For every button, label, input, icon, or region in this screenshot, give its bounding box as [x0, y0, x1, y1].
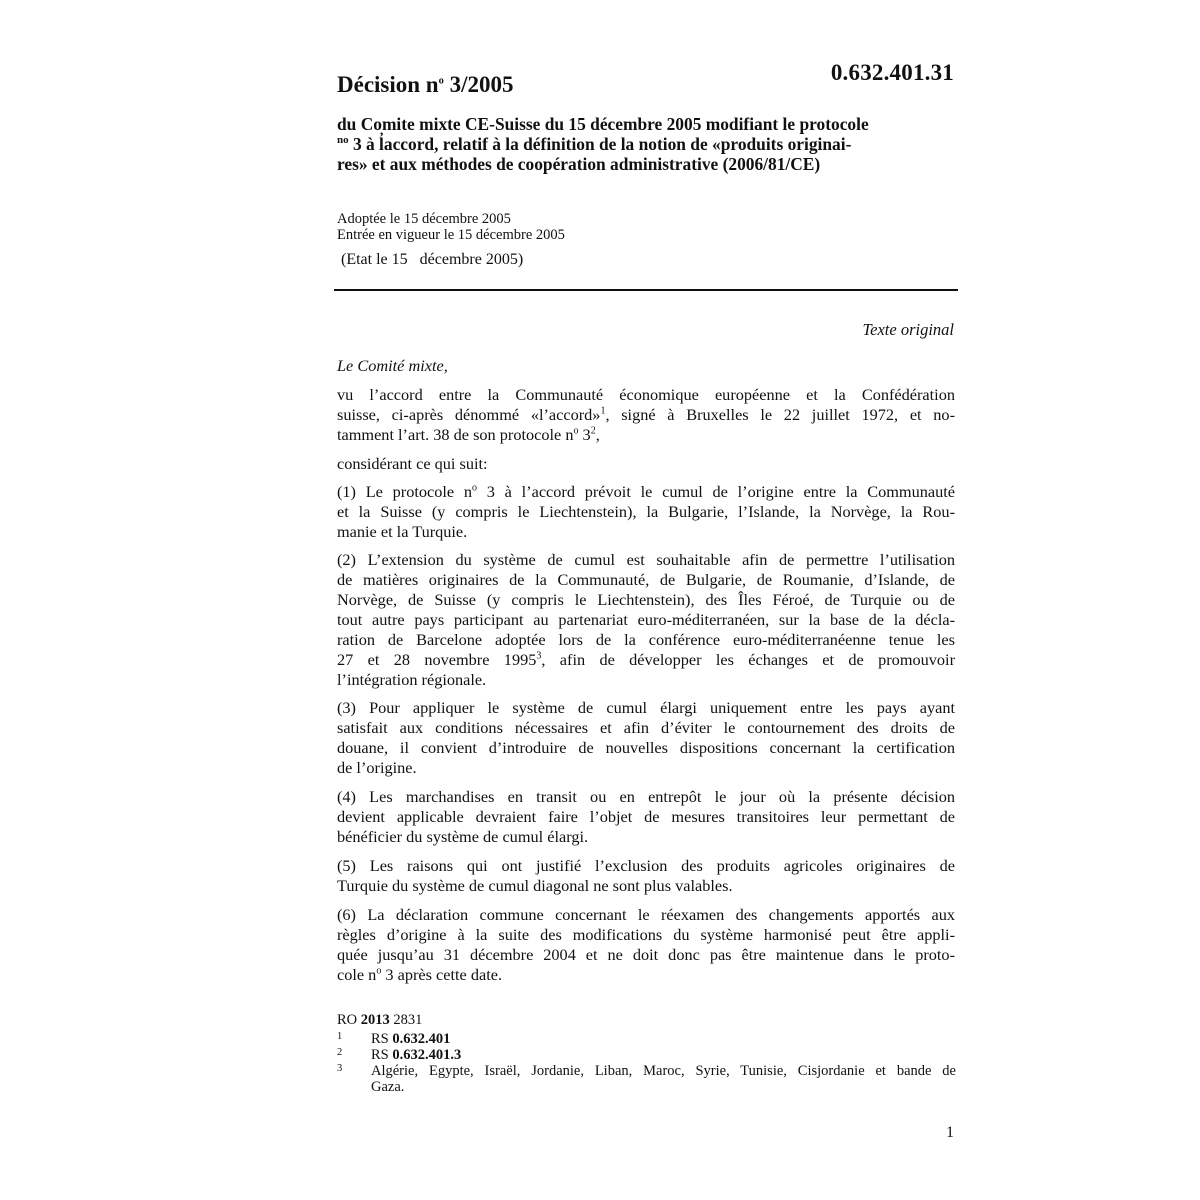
rs-number: 0.632.401.31: [830, 60, 954, 85]
texte-original-label: Texte original: [862, 320, 954, 339]
text-line: règles d’origine à la suite des modifications du système harmonisé peut être appli-: [337, 925, 955, 944]
adoption-dates: [337, 211, 565, 243]
text-line: Turquie du système de cumul diagonal ne sont plus valables.: [337, 876, 733, 895]
subtitle-line: $^{no}$ 3 à l̓accord, relatif à la définition de la notion de «produits originai-: [337, 134, 852, 154]
text-line: et la Suisse (y compris le Liechtenstein), la Bulgarie, l’Islande, la Norvège, la Rou-: [337, 502, 955, 521]
decision-title: Décision $n^o$ 3/2005: [337, 72, 514, 97]
text-line: quée jusqu’au 31 décembre 2004 et ne doit donc pas être maintenue dans le proto-: [337, 945, 955, 964]
text-line: (1) Le protocole $n^o$ 3 à l’accord prévoit le cumul de l’origine entre la Communauté: [337, 482, 955, 501]
paragraph-vu: [337, 385, 955, 445]
text-line: tamment l’art. 38 de son protocole $n^o$ $3^2$,: [337, 425, 600, 444]
footnote-mark: 3: [337, 1063, 343, 1074]
considerant-heading: considérant ce qui suit:: [337, 454, 488, 473]
paragraph-3: [337, 698, 955, 778]
status-date: (Etat le 15 décembre 2005): [341, 251, 524, 268]
paragraph-4: [337, 787, 955, 847]
page-number: 1: [946, 1124, 954, 1141]
ro-reference: RO 2013 2831: [337, 1012, 423, 1028]
footnote-ref[interactable]: 3: [536, 650, 542, 662]
text-line: douane, il convient d’introduire de nouvelles dispositions concernant la certification: [337, 738, 955, 757]
text-line: (5) Les raisons qui ont justifié l’exclusion des produits agricoles originaires de: [337, 856, 955, 875]
decision-subtitle: [337, 114, 957, 174]
text-line: 27 et 28 novembre 1995$^3$, afin de développer les échanges et de promouvoir: [337, 650, 955, 669]
footnote-ref[interactable]: 2: [590, 425, 596, 437]
text-line: (6) La déclaration commune concernant le réexamen des changements apportés aux: [337, 905, 955, 924]
paragraph-2: [337, 550, 955, 690]
committee-heading: Le Comité mixte,: [337, 356, 448, 375]
text-line: devient applicable devraient faire l’objet de mesures transitoires leur permettant de: [337, 807, 955, 826]
entry-into-force-date: Entrée en vigueur le 15 décembre 2005: [337, 227, 565, 243]
subtitle-line: res» et aux méthodes de coopération administrative (2006/81/CE): [337, 154, 821, 174]
text-line: bénéficier du système de cumul élargi.: [337, 827, 589, 846]
text-line: manie et la Turquie.: [337, 522, 468, 541]
text-line: vu l’accord entre la Communauté économique européenne et la Confédération: [337, 385, 955, 404]
footnote-ref[interactable]: 1: [600, 405, 606, 417]
footnote-2: RS 0.632.401.3: [371, 1047, 462, 1063]
footnote-mark: 1: [337, 1031, 343, 1042]
text-line: tout autre pays participant au partenariat euro-méditerranéen, sur la base de la décla-: [337, 610, 955, 629]
paragraph-1: [337, 482, 955, 542]
text-line: de matières originaires de la Communauté, de Bulgarie, de Roumanie, d’Islande, de: [337, 570, 955, 589]
text-line: suisse, ci-après dénommé «l’accord»$^1$, signé à Bruxelles le 22 juillet 1972, et no-: [337, 405, 955, 424]
text-line: cole $n^o$ 3 après cette date.: [337, 965, 503, 984]
adopted-date: Adoptée le 15 décembre 2005: [337, 211, 511, 227]
text-line: Norvège, de Suisse (y compris le Liechtenstein), des Îles Féroé, de Turquie ou de: [337, 590, 955, 609]
paragraph-6: [337, 905, 955, 985]
text-line: (4) Les marchandises en transit ou en entrepôt le jour où la présente décision: [337, 787, 955, 806]
text-line: de l’origine.: [337, 758, 417, 777]
subtitle-line: du Comite mixte CE-Suisse du 15 décembre 2005 modifiant le protocole: [337, 114, 869, 134]
text-line: (2) L’extension du système de cumul est souhaitable afin de permettre l’utilisation: [337, 550, 955, 569]
footnote-3: Algérie, Egypte, Israël, Jordanie, Liban, Maroc, Syrie, Tunisie, Cisjordanie et bande de Gaza.: [371, 1063, 956, 1095]
footnote-1: RS 0.632.401: [371, 1031, 451, 1047]
text-line: ration de Barcelone adoptée lors de la conférence euro-méditerranéenne tenue les: [337, 630, 955, 649]
text-line: satisfait aux conditions nécessaires et afin d’éviter le contournement des droits de: [337, 718, 955, 737]
footnote-mark: 2: [337, 1047, 343, 1058]
paragraph-5: [337, 856, 955, 896]
header-divider: [334, 289, 958, 291]
text-line: (3) Pour appliquer le système de cumul élargi uniquement entre les pays ayant: [337, 698, 955, 717]
text-line: l’intégration régionale.: [337, 670, 487, 689]
